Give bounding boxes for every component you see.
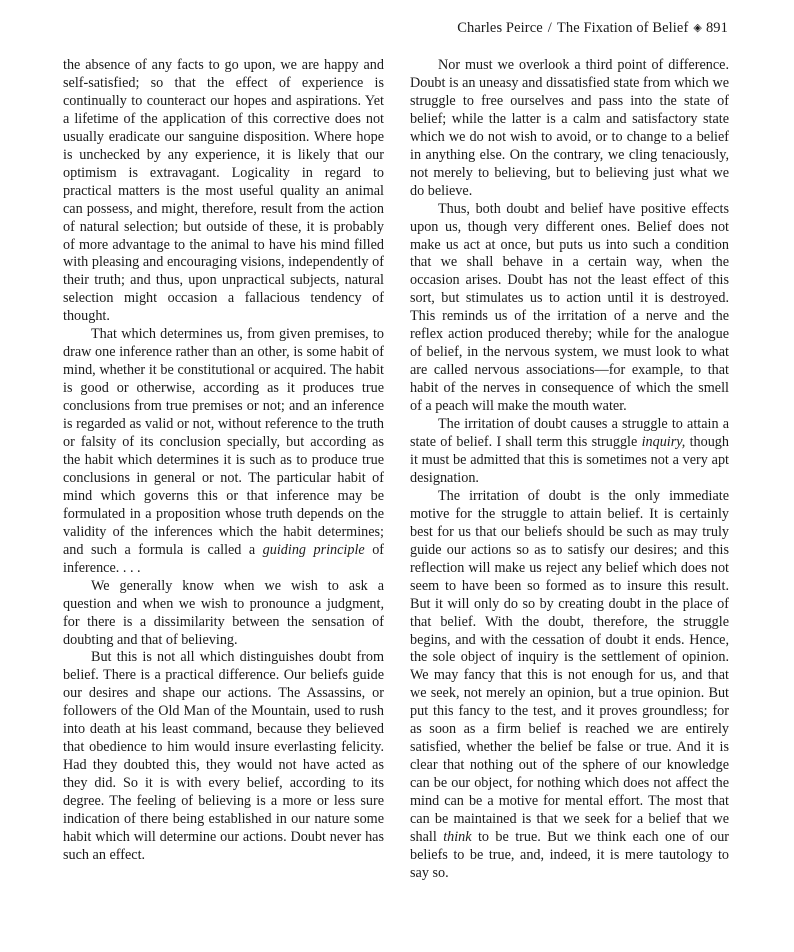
paragraph [410, 488, 729, 883]
left-column [63, 57, 384, 865]
paragraph-text: We generally know when we wish to ask a question and when we wish to pronounce a judgment, for there is a dissimilarity between the sensation of doubting and that of believing. [63, 577, 384, 648]
right-column [410, 57, 729, 883]
paragraph-text: the absence of any facts to go upon, we are happy and self-satisfied; so that the effect of experience is continually to counteract our hopes and aspirations. Yet a lifetime of the application of this corrective does not usually eradicate our sanguine disposition. Where hope is unchecked by any experience, it is likely that our optimism is extravagant. Logicality in regard to practical matters is the most useful quality an animal can possess, and might, therefore, result from the action of natural selection; but outside of these, it is probably of more advantage to the animal to have his mind filled with pleasing and encouraging visions, independently of their truth; and thus, upon unpractical subjects, natural selection might occasion a fallacious tendency of thought. [63, 57, 384, 325]
header-separator: / [547, 20, 552, 36]
paragraph [63, 578, 384, 650]
paragraph-text: The irritation of doubt is the only immediate motive for the struggle to attain belief. It is certainly best for us that our beliefs should be such as may truly guide our actions so as to satisfy our desires; and this reflection will make us reject any belief which does not seem to have been so formed as to insure this result. But it will only do so by creating doubt in the place of that belief. With the doubt, therefore, the struggle begins, and with the cessation of doubt it ends. Hence, the sole object of inquiry is the settlement of opinion. We may fancy that this is not enough for us, and that we seek, not merely an opinion, but a true opinion. But put this fancy to the test, and it proves groundless; for as soon as a firm belief is reached we are entirely satisfied, whether the belief be false or true. And it is clear that nothing out of the sphere of our knowledge can be our object, for nothing which does not affect the mind can be a motive for mental effort. The most that can be maintained is that we seek for a belief that we shall [410, 487, 729, 845]
paragraph-text: to be true. But we think each one of our beliefs to be true, and, indeed, it is mere tautology to say so. [410, 828, 730, 881]
paragraph [410, 201, 729, 416]
paragraph-text: That which determines us, from given premises, to draw one inference rather than an other, is some habit of mind, whether it be constitutional or acquired. The habit is good or otherwise, according as it produces true conclusions from true premises or not; and an inference is regarded as valid or not, without reference to the truth or falsity of its conclusion specially, but according as the habit which determines it is such as to produce true conclusions in general or not. The particular habit of mind which governs this or that inference may be formulated in a proposition whose truth depends on the validity of the inferences which the habit determines; and such a formula is called a [63, 326, 384, 558]
emphasized-term: guiding principle [262, 541, 365, 558]
diamond-ornament-icon: ◈ [693, 22, 702, 34]
page-number: 891 [705, 20, 728, 36]
paragraph [63, 57, 384, 326]
paragraph-text: But this is not all which distinguishes doubt from belief. There is a practical difference. Our beliefs guide our desires and shape our actions. The Assassins, or followers of the Old Man of the Mountain, used to rush into death at his least command, because they believed that obedience to him would insure everlasting felicity. Had they doubted this, they would not have acted as they did. So it is with every belief, according to its degree. The feeling of believing is a more or less sure indication of there being established in our nature some habit which will determine our actions. Doubt never has such an effect. [63, 649, 384, 863]
paragraph [410, 57, 729, 201]
paragraph-text: though it must be admitted that this is sometimes not a very apt designation. [410, 434, 729, 486]
paragraph [63, 649, 384, 864]
running-header [457, 20, 728, 37]
paragraph-text: of inference. . . . [63, 541, 385, 576]
header-title: The Fixation of Belief [556, 20, 689, 36]
header-author: Charles Peirce [457, 20, 543, 36]
paragraph-text: Thus, both doubt and belief have positive effects upon us, though very different ones. Belief does not make us act at once, but puts us into such a condition that we shall behave in a certain way, when the occasion arises. Doubt has not the least effect of this sort, but stimulates us to action until it is destroyed. This reminds us of the irritation of a nerve and the reflex action produced thereby; while for the analogue of belief, in the nervous system, we must look to what are called nervous associations—for example, to that habit of the nerves in consequence of which the smell of a peach will make the mouth water. [410, 200, 729, 415]
emphasized-term: inquiry, [641, 434, 686, 451]
paragraph [410, 416, 729, 488]
emphasized-term: think [443, 828, 472, 845]
paragraph-text: The irritation of doubt causes a struggle to attain a state of belief. I shall term this struggle [410, 416, 729, 451]
paragraph-text: Nor must we overlook a third point of difference. Doubt is an uneasy and dissatisfied state from which we struggle to free ourselves and pass into the state of belief; while the latter is a calm and satisfactory state which we do not wish to avoid, or to change to a belief in anything else. On the contrary, we cling tenaciously, not merely to believing, but to believing just what we do believe. [410, 57, 729, 199]
paragraph [63, 326, 384, 577]
